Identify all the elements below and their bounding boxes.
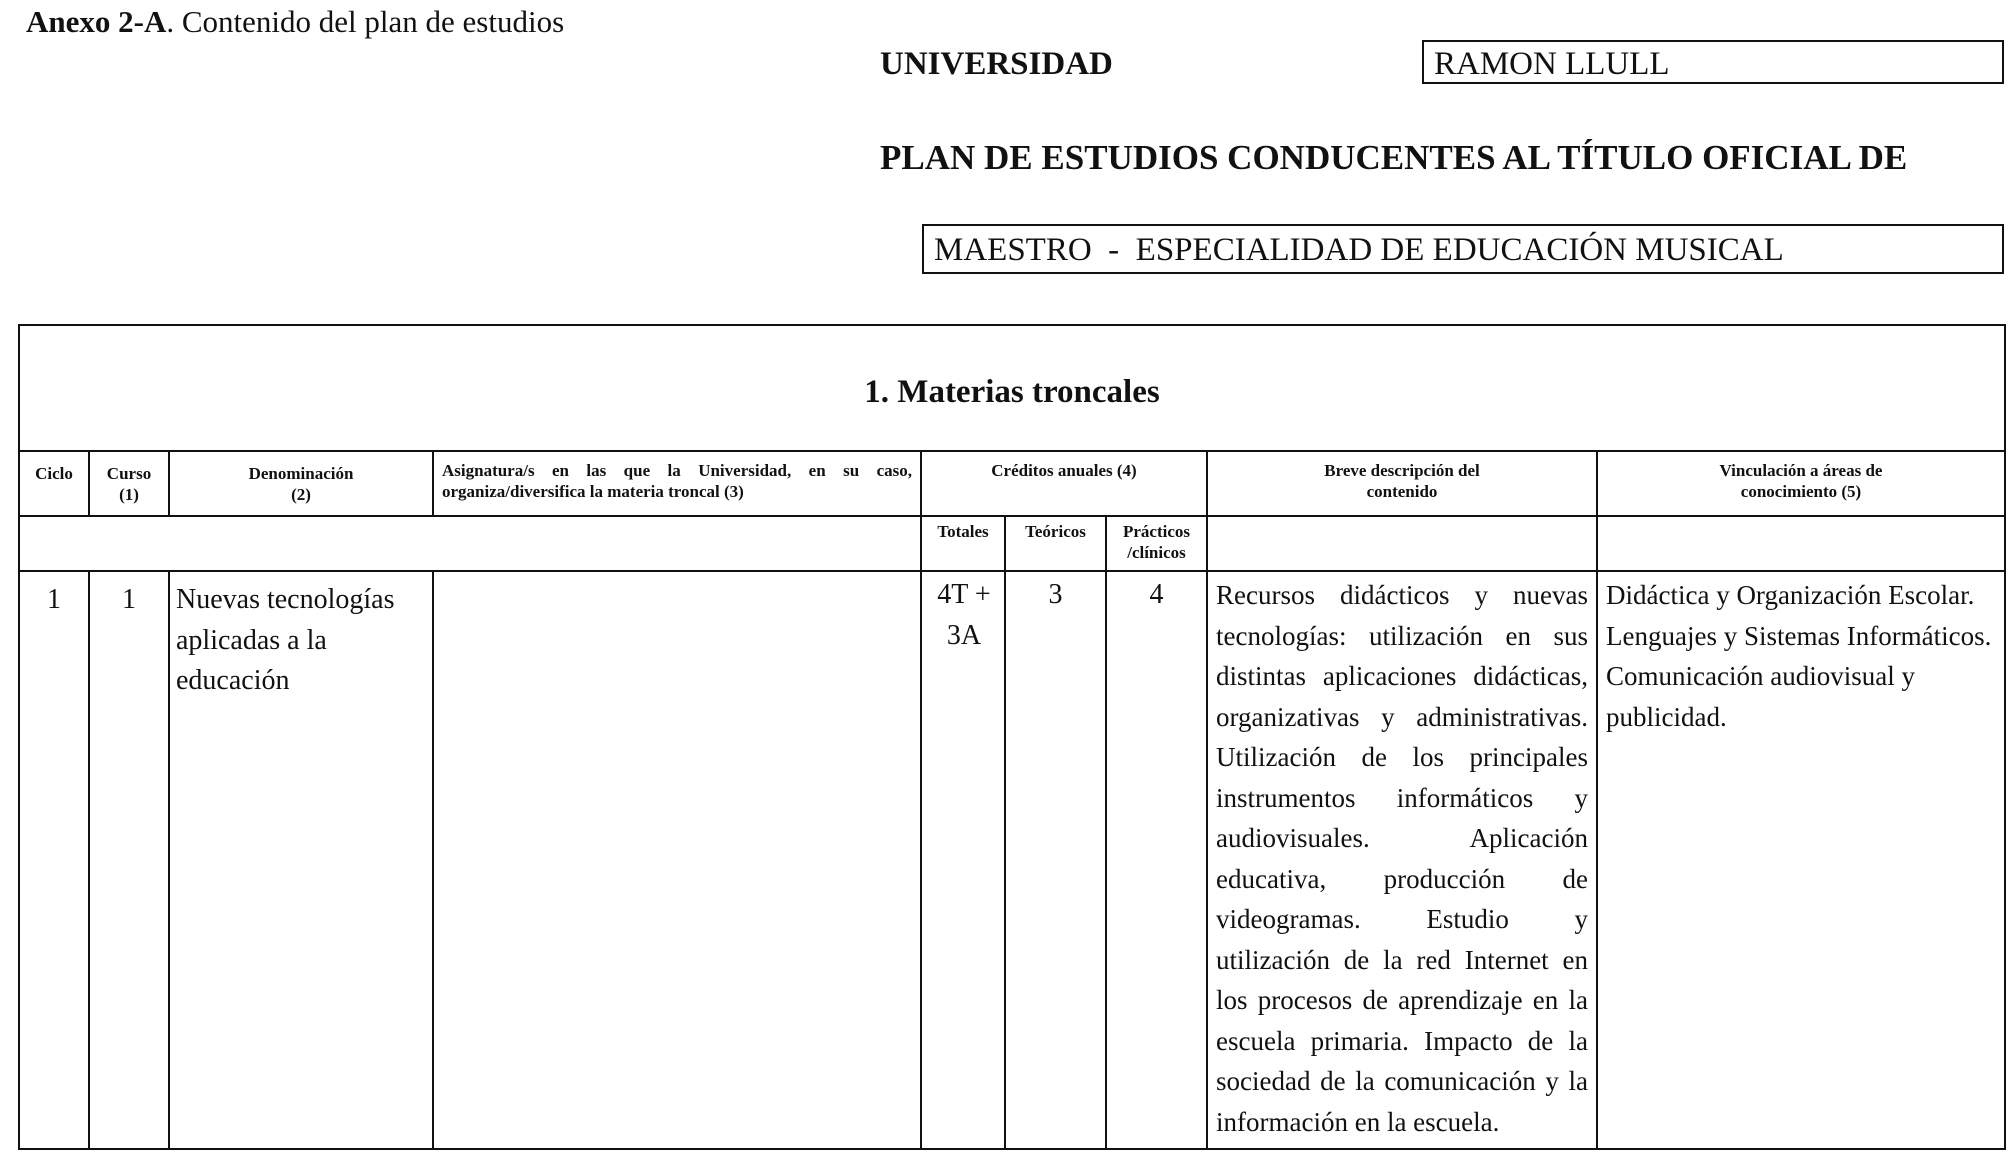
column-header-creditos: Créditos anuales (4): [991, 461, 1137, 480]
column-header-ciclo: Ciclo: [35, 464, 73, 483]
annex-description: . Contenido del plan de estudios: [166, 4, 565, 39]
column-header-denominacion: Denominación (2): [248, 464, 354, 504]
annex-heading: [26, 4, 564, 40]
university-label: UNIVERSIDAD: [880, 46, 1113, 82]
curriculum-table: [18, 324, 2006, 1150]
annex-label: Anexo 2-A: [26, 4, 167, 39]
column-header-totales: Totales: [937, 522, 989, 541]
column-header-descripcion: Breve descripción del contenido: [1324, 461, 1480, 501]
table-rule-v-denom: [432, 450, 434, 515]
row-totales: 4T + 3A: [937, 579, 991, 651]
degree-field: MAESTRO - ESPECIALIDAD DE EDUCACIÓN MUSICAL: [922, 224, 2004, 274]
table-rule-credits-split: [920, 515, 1206, 517]
plan-title: PLAN DE ESTUDIOS CONDUCENTES AL TÍTULO OFICIAL DE: [880, 138, 1908, 177]
row-denominacion: Nuevas tecnologías aplicadas a la educación: [176, 584, 395, 696]
table-rule-body-top: [18, 570, 2006, 572]
table-rule-v-ciclo-body: [88, 570, 90, 1148]
row-ciclo: 1: [47, 584, 61, 615]
section-title: 1. Materias troncales: [864, 374, 1160, 410]
column-header-asignatura: Asignatura/s en las que la Universidad, en su caso, organiza/diversifica la materia troncal (3): [442, 461, 912, 501]
column-header-practicos: Prácticos /clínicos: [1122, 522, 1191, 562]
row-practicos: 4: [1149, 579, 1164, 610]
table-rule-v-desc: [1596, 450, 1598, 1148]
table-rule-v-asig: [920, 450, 922, 1148]
vinculacion-area: Didáctica y Organización Escolar.: [1606, 580, 1975, 610]
table-rule-header-top: [18, 450, 2006, 452]
row-curso: 1: [122, 584, 136, 615]
table-rule-v-curso-body: [168, 570, 170, 1148]
table-rule-v-denom-body: [432, 570, 434, 1148]
row-vinculacion: [1606, 575, 2002, 737]
column-header-curso: Curso (1): [106, 464, 152, 504]
column-header-teoricos: Teóricos: [1025, 522, 1086, 541]
vinculacion-area: Lenguajes y Sistemas Informáticos.: [1606, 620, 1992, 651]
table-rule-v-credits: [1206, 450, 1208, 1148]
university-name-field: RAMON LLULL: [1422, 40, 2004, 84]
vinculacion-area: Comunicación audiovisual y publicidad.: [1606, 661, 1915, 732]
row-teoricos: 3: [1048, 579, 1063, 610]
row-descripcion: Recursos didácticos y nuevas tecnologías: utilización en sus distintas aplicaciones didácticas, organizativas y administrativas. Utilización de los principales instrumentos informáticos y audiovisuales. Aplicación educativa, producción de videogramas. Estudio y utilización de la red Internet en los procesos de aprendizaje en la escuela primaria. Impacto de la sociedad de la comunicación y la información en la escuela.: [1216, 580, 1588, 1137]
column-header-vinculacion: Vinculación a áreas de conocimiento (5): [1719, 461, 1883, 501]
